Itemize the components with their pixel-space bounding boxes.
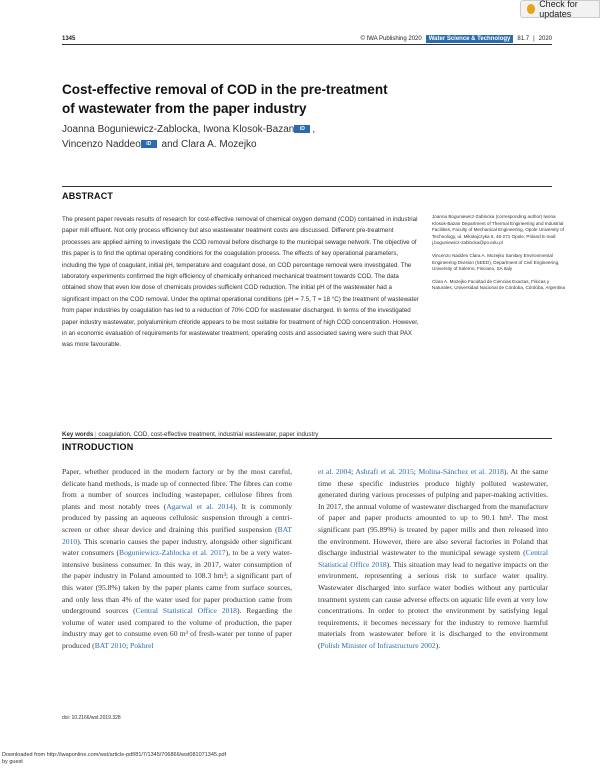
check-for-updates-label: Check for updates (539, 0, 578, 19)
authors-line1: Joanna Boguniewicz-Zablocka, Iwona Klosok-Bazan (62, 124, 295, 135)
orcid-icon[interactable]: iD (294, 125, 310, 133)
citation-link[interactable]: Molina-Sánchez et al. 2018 (418, 467, 504, 476)
update-icon (527, 4, 535, 14)
header-rule (62, 44, 552, 45)
author-list: Joanna Boguniewicz-Zablocka, Iwona Klosok-Bazan iD , Vincenzo Naddeo iD and Clara A. Mozejko (62, 124, 316, 150)
citation-link[interactable]: Boguniewicz-Zablocka et al. 2017 (119, 548, 226, 558)
affiliations (432, 214, 567, 298)
intro-left-column: Paper, whether produced in the modern factory or by the most careful, delicate hand methods, is made up of connected fibre. The fibres can come from a number of sources including wastepaper, cellulose fibres from plants and most notably trees (Agarwal et al. 2014). It is commonly produced by passing an aqueous cellulosic suspension through a centri-screen or other shear device and draining this purified suspension (BAT 2010). This scenario causes the paper industry, alongside other significant water consumers (Boguniewicz-Zablocka et al. 2017), to be a very water-intensive business consumer. In this way, in 2017, water consumption of the paper industry in Poland amounted to 108.3 hm³; a significant part of this water (95.8%) taken by the paper plants came from surface sources, and only less than 4% of the water used for paper production came from underground sources (Central Statistical Office 2018). Regarding the volume of water used compared to the volume of production, the paper industry may get to consume even 60 m³ of fresh-water per tonne of paper produced (BAT 2010; Pokhrel (62, 467, 293, 650)
volume: 81.7 (517, 36, 530, 42)
abstract-rule (62, 186, 552, 187)
citation-link[interactable]: Central Statistical Office 2018 (318, 548, 548, 569)
intro-right-column: et al. 2004; Ashrafi et al. 2015; Molina-Sánchez et al. 2018). At the same time these specific industries produce highly polluted wastewater, generated during various processes of pulping and paper-making activities. In 2017, the annual volume of wastewater discharged from the manufacture of paper and paper products amounted to up to 90.1 hm³. The most significant part (95.89%) is treated by paper mills and then released into the environment. However, there are also several factories in Poland that discharge industrial wastewater to the municipal sewage system (Central Statistical Office 2018). This situation may lead to negative impacts on the environment, representing a serious risk to surface water quality. Wastewater discharged into surface water bodies without any particular treatment system can cause adverse effects on aquatic life even at very low concentrations. In order to protect the environment by satisfying legal requirements, it becomes necessary for the industry to remove harmful materials from wastewater before it is discharged to the environment (Polish Minister of Infrastructure 2002). (318, 467, 548, 650)
citation-link[interactable]: Central Statistical Office 2018 (135, 606, 237, 616)
page-number: 1345 (62, 36, 76, 42)
introduction-heading: INTRODUCTION (62, 442, 134, 452)
year: 2020 (538, 36, 552, 42)
citation-link[interactable]: Agarwal et al. 2014 (166, 501, 233, 511)
copyright: © IWA Publishing 2020 (360, 36, 422, 42)
authors-line2: Vincenzo Naddeo (62, 139, 141, 150)
authors-line2-rest: and Clara A. Mozejko (161, 139, 257, 150)
doi[interactable]: doi: 10.2166/wst.2019.328 (62, 715, 121, 721)
citation-link[interactable]: Pokhrel (130, 640, 154, 650)
affiliation-3: Clara A. Mozejko Facultad de Ciencias Exactas, Físicas y Naturales, Universidad Nacional de Córdoba, Córdoba, Argentina (432, 278, 566, 291)
citation-link[interactable]: Polish Minister of Infrastructure 2002 (320, 640, 436, 650)
download-line: Downloaded from http://iwaponline.com/wst/article-pdf/81/7/1345/706866/wst081071345.pdf (2, 752, 227, 758)
download-footer (2, 752, 226, 766)
keywords-label: Key words (62, 431, 94, 438)
check-for-updates-badge[interactable] (520, 0, 600, 18)
abstract-body: The present paper reveals results of research for cost-effective removal of chemical oxygen demand (COD) contained in industrial paper mill effluent. Not only process efficiency but also wastewater treatment costs are discussed. Different pre-treatment processes are applied aiming to investigate the COD removal before discharge to the municipal sewage network. The objective of this paper is to find the optimal operating conditions for the coagulation process. The effects of key operational parameters, including the type of coagulant, initial pH, temperature and coagulant dose, on COD percentage removal were investigated. The laboratory experiments confirmed the high efficiency of chemically enhanced mechanical treatment towards COD. The data obtained show that even low dose of chemicals provides sufficient COD reduction. The initial pH of the wastewater had a significant impact on the COD removal. Under the optimal operational conditions (pH = 7.5, T = 18 °C) the treatment of wastewater from paper industries by coagulation has led to a reduction of 70% COD for wastewater discharged. In terms of the investigated paper industry wastewater, polyaluminium chloride appears to be most suitable for treatment of high COD concentration. However, in an economic evaluation of requirements for wastewater treatment, operating costs and associated saving were such that PAX was more favourable. (62, 216, 419, 349)
paper-title: Cost-effective removal of COD in the pre-treatment of wastewater from the paper industry (62, 82, 388, 116)
intro-rule (62, 438, 552, 439)
keywords: Key words | coagulation, COD, cost-effective treatment, industrial wastewater, paper industry (62, 431, 319, 438)
running-header (62, 35, 552, 43)
affiliation-2: Vincenzo Naddeo Clara A. Mozejko Sanitary Environmental Engineering Division (SEED), Department of Civil Engineering, University of Salerno, Fisciano, SA Italy (432, 252, 560, 272)
keywords-list: coagulation, COD, cost-effective treatment, industrial wastewater, paper industry (98, 431, 319, 438)
affiliation-1: Joanna Boguniewicz-Zablocka (corresponding author) Iwona Klosok-Bazan Department of Thermal Engineering and Industrial Facilities, Faculty of Mechanical Engineering, Opole University of Technology, ul. Mikołajczyka 5, 45-271 Opole, Poland E-mail: j.boguniewicz-zablocka@po.edu.pl (432, 214, 565, 246)
orcid-icon[interactable]: iD (141, 140, 157, 148)
citation-link[interactable]: et al. 2004 (318, 467, 352, 476)
citation-link[interactable]: BAT 2010 (62, 524, 292, 546)
journal-name[interactable]: Water Science & Technology (426, 35, 514, 43)
header-right: © IWA Publishing 2020 Water Science & Technology 81.7 | 2020 (360, 36, 552, 42)
abstract-heading: ABSTRACT (62, 191, 114, 201)
citation-link[interactable]: Ashrafi et al. 2015 (355, 467, 414, 476)
citation-link[interactable]: BAT 2010 (94, 640, 126, 650)
download-line-2: by guest (2, 759, 23, 765)
